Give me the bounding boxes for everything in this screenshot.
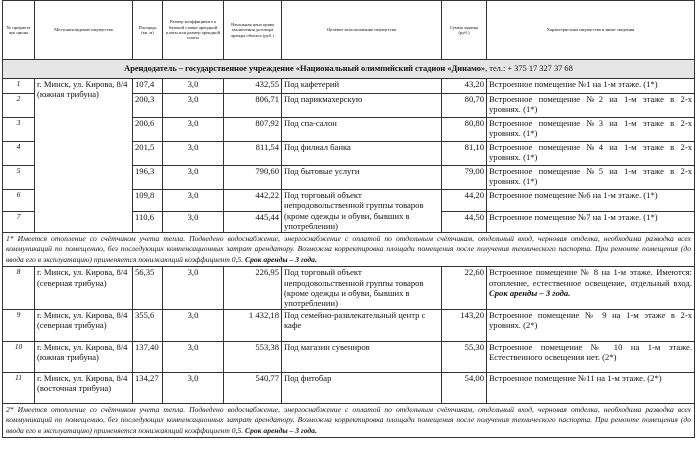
footnote-row [3,233,695,267]
characteristics-cell: Встроенное помещение №1 на 1-м этаже. (1*) [487,79,695,94]
characteristics-text: Встроенное помещение № 8 на 1-м этаже. Имеются: отопление, естественное освещение, отдельный вход. [489,267,692,288]
deposit-cell: 55,30 [442,341,487,372]
lot-number: 1 [3,79,35,94]
header-coef: Размер коэффициента к базовой ставке арендной платы или размер арендной платы [163,1,224,60]
price-cell: 1 432,18 [224,309,282,341]
footnote-1 [3,233,695,267]
coef-cell: 3,0 [163,94,224,118]
location-cell: г. Минск, ул. Кирова, 8/4 (южная трибуна) [35,79,133,233]
characteristics-cell [487,267,695,310]
purpose-cell: Под филиал банка [282,142,442,166]
header-location: Местонахождение имущества [35,1,133,60]
header-row [3,1,695,60]
deposit-cell: 44,50 [442,212,487,233]
header-start-price: Начальная цена права заключения договора аренды объекта (руб.) [224,1,282,60]
characteristics-cell: Встроенное помещение №2 на 1-м этаже в 2-х уровнях. (1*) [487,94,695,118]
landlord-phone: , тел.: + 375 17 327 37 68 [485,64,573,73]
table-row [3,267,695,310]
price-cell: 432,55 [224,79,282,94]
area-cell: 201,5 [133,142,163,166]
footnote-2 [3,403,695,437]
lot-number: 2 [3,94,35,118]
purpose-cell: Под спа-салон [282,118,442,142]
landlord-name: Арендодатель – государственное учреждение «Национальный олимпийский стадион «Динамо» [124,64,486,73]
header-deposit: Сумма задатка (руб.) [442,1,487,60]
price-cell: 806,71 [224,94,282,118]
location-cell: г. Минск, ул. Кирова, 8/4 (северная трибуна) [35,267,133,310]
coef-cell: 3,0 [163,341,224,372]
purpose-cell: Под семейно-развлекательный центр с кафе [282,309,442,341]
price-cell: 553,38 [224,341,282,372]
lot-number: 9 [3,309,35,341]
price-cell: 226,95 [224,267,282,310]
deposit-cell: 143,20 [442,309,487,341]
coef-cell: 3,0 [163,372,224,403]
coef-cell: 3,0 [163,166,224,190]
purpose-cell: Под торговый объект непродовольственной группы товаров (кроме одежды и обуви, бывших в употреблении) [282,190,442,233]
area-cell: 355,6 [133,309,163,341]
coef-cell: 3,0 [163,190,224,212]
purpose-cell: Под кафетерий [282,79,442,94]
coef-cell: 3,0 [163,79,224,94]
characteristics-cell: Встроенное помещение №5 на 1-м этаже в 2-х уровнях. (1*) [487,166,695,190]
footnote-row [3,403,695,437]
characteristics-cell: Встроенное помещение №7 на 1-м этаже. (1*) [487,212,695,233]
lot-number: 3 [3,118,35,142]
location-cell: г. Минск, ул. Кирова, 8/4 (восточная трибуна) [35,372,133,403]
location-cell: г. Минск, ул. Кирова, 8/4 (южная трибуна) [35,341,133,372]
header-num: № предмета аук циона [3,1,35,60]
area-cell: 134,27 [133,372,163,403]
auction-table [2,0,695,438]
table-row [3,372,695,403]
characteristics-cell: Встроенное помещение №4 на 1-м этаже в 2-х уровнях. (1*) [487,142,695,166]
price-cell: 790,60 [224,166,282,190]
characteristics-cell: Встроенное помещение № 9 на 1-м этаже в 2-х уровнях. (2*) [487,309,695,341]
deposit-cell: 80,70 [442,94,487,118]
deposit-cell: 43,20 [442,79,487,94]
lease-term: Срок аренды – 3 года. [489,288,571,299]
table-row [3,79,695,94]
footnote-text: 2* Имеется отопление со счётчиком учета тепла. Подведено водоснабжение, энергоснабжение с оплатой по отдельным счётчикам, отдельный вход, черновая отделка, необходима разводка всех коммуникаций по помещению, без последующих компенсационных затрат арендатору. Возможна корректировка площади помещения после получения технического паспорта. При ремонте помещения (до ввода его в эксплуатацию) применяется понижающий коэффициент 0,5. [6,404,691,435]
deposit-cell: 79,00 [442,166,487,190]
characteristics-cell: Встроенное помещение №11 на 1-м этаже. (2*) [487,372,695,403]
header-characteristics: Характеристика имущества и иные сведения [487,1,695,60]
landlord-row [3,60,695,79]
lot-number: 4 [3,142,35,166]
lot-number: 7 [3,212,35,233]
deposit-cell: 80,80 [442,118,487,142]
coef-cell: 3,0 [163,118,224,142]
price-cell: 811,54 [224,142,282,166]
price-cell: 442,22 [224,190,282,212]
area-cell: 196,3 [133,166,163,190]
characteristics-cell: Встроенное помещение № 10 на 1-м этаже. Естественного освещения нет. (2*) [487,341,695,372]
footnote-term: Срок аренды – 3 года. [245,425,317,435]
footnote-term: Срок аренды – 3 года. [245,254,317,264]
purpose-cell: Под парикмахерскую [282,94,442,118]
lot-number: 10 [3,341,35,372]
purpose-cell: Под торговый объект непродовольственной группы товаров (кроме одежды и обуви, бывших в употреблении) [282,267,442,310]
purpose-cell: Под бытовые услуги [282,166,442,190]
price-cell: 445,44 [224,212,282,233]
characteristics-cell: Встроенное помещение №6 на 1-м этаже. (1*) [487,190,695,212]
lot-number: 6 [3,190,35,212]
coef-cell: 3,0 [163,142,224,166]
price-cell: 807,92 [224,118,282,142]
lot-number: 11 [3,372,35,403]
deposit-cell: 22,60 [442,267,487,310]
purpose-cell: Под фитобар [282,372,442,403]
area-cell: 137,40 [133,341,163,372]
area-cell: 200,6 [133,118,163,142]
area-cell: 110,6 [133,212,163,233]
coef-cell: 3,0 [163,212,224,233]
deposit-cell: 54,00 [442,372,487,403]
header-purpose: Целевое использование имущества [282,1,442,60]
price-cell: 540,77 [224,372,282,403]
landlord-cell [3,60,695,79]
purpose-cell: Под магазин сувениров [282,341,442,372]
table-row [3,309,695,341]
coef-cell: 3,0 [163,267,224,310]
header-area: Площадь (кв. м) [133,1,163,60]
area-cell: 56,35 [133,267,163,310]
area-cell: 200,3 [133,94,163,118]
characteristics-cell: Встроенное помещение №3 на 1-м этаже в 2-х уровнях. (1*) [487,118,695,142]
area-cell: 109,8 [133,190,163,212]
lot-number: 5 [3,166,35,190]
footnote-text: 1* Имеется отопление со счётчиком учета тепла. Подведено водоснабжение, энергоснабжение с оплатой по отдельным счётчикам, отдельный вход, черновая отделка, необходима разводка всех коммуникаций по помещению, без последующих компенсационных затрат арендатору. Возможна корректировка площади помещения после получения технического паспорта. При ремонте помещения (до ввода его в эксплуатацию) применяется понижающий коэффициент 0,5. [6,234,691,264]
deposit-cell: 81,10 [442,142,487,166]
area-cell: 107,4 [133,79,163,94]
coef-cell: 3,0 [163,309,224,341]
lot-number: 8 [3,267,35,310]
table-row [3,341,695,372]
deposit-cell: 44,20 [442,190,487,212]
location-cell: г. Минск, ул. Кирова, 8/4 (северная трибуна) [35,309,133,341]
